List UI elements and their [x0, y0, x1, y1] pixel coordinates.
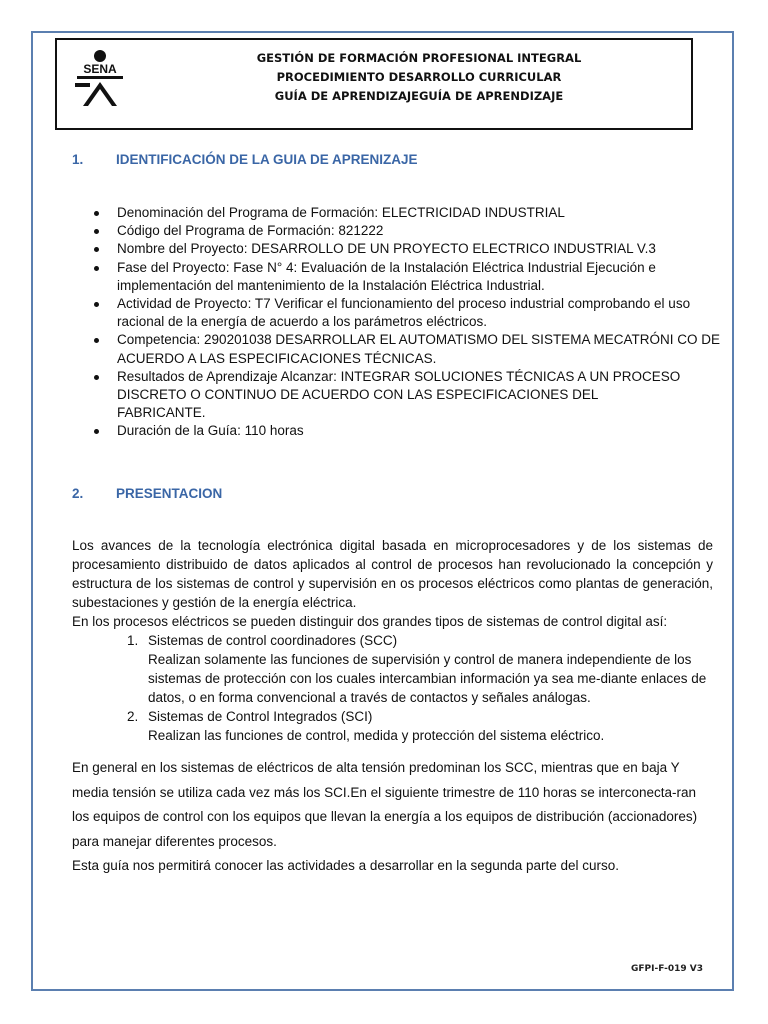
document-header: [55, 38, 693, 130]
list-item-body: Realizan las funciones de control, medida y protección del sistema eléctrico.: [148, 728, 605, 743]
list-item-title: Sistemas de control coordinadores (SCC): [148, 633, 398, 648]
identification-list: [94, 204, 720, 441]
presentation-body: [72, 536, 713, 745]
list-item: Fase del Proyecto: Fase N° 4: Evaluación de la Instalación Eléctrica Industrial Ejecución e implementación del mantenimiento de la Instalación Eléctrica Industrial.: [94, 259, 677, 295]
header-titles: [147, 49, 691, 106]
section-1-title: IDENTIFICACIÓN DE LA GUIA DE APRENIZAJE: [116, 152, 418, 167]
list-item-body: Realizan solamente las funciones de supervisión y control de manera independiente de los sistemas de protección con los cuales intercambian información ya sea me-diante enlaces de datos, o en forma convencional a través de contactos y señales análogas.: [148, 652, 707, 705]
section-2-heading: [72, 486, 222, 501]
list-item: Código del Programa de Formación: 821222: [94, 222, 704, 240]
section-2-title: PRESENTACION: [116, 486, 223, 501]
presentation-paragraph-2: En los procesos eléctricos se pueden distinguir dos grandes tipos de sistemas de control digital así:: [72, 614, 668, 629]
presentation-paragraph-3: En general en los sistemas de eléctricos de alta tensión predominan los SCC, mientras que en baja Y media tensión se utiliza cada vez más los SCI.En el siguiente trimestre de 110 horas se interconecta-ran los equipos de control con los equipos que llevan la energía a los equipos de distribución (accionadores) para manejar diferentes procesos.: [72, 760, 698, 849]
list-item: Denominación del Programa de Formación: ELECTRICIDAD INDUSTRIAL: [94, 204, 704, 222]
section-1-heading: [72, 152, 418, 167]
section-1-number: 1.: [72, 152, 84, 167]
form-code: GFPI-F-019 V3: [631, 964, 703, 974]
list-item: Duración de la Guía: 110 horas: [94, 422, 704, 440]
svg-text:SENA: SENA: [83, 62, 117, 76]
list-number: 2.: [127, 709, 139, 724]
list-item: [127, 707, 713, 745]
list-item-title: Sistemas de Control Integrados (SCI): [148, 709, 373, 724]
header-line-3: GUÍA DE APRENDIZAJEGUÍA DE APRENDIZAJE: [274, 89, 564, 103]
list-item: Resultados de Aprendizaje Alcanzar: INTEGRAR SOLUCIONES TÉCNICAS A UN PROCESO DISCRETO O CONTINUO DE ACUERDO CON LAS ESPECIFICACIONES DEL FABRICANTE.: [94, 368, 687, 423]
header-line-1: GESTIÓN DE FORMACIÓN PROFESIONAL INTEGRAL: [256, 51, 582, 65]
list-number: 1.: [127, 633, 139, 648]
presentation-paragraph-1: Los avances de la tecnología electrónica digital basada en microprocesadores y de los sistemas de procesamiento distribuido de datos aplicados al control de procesos han revolucionado la concepción y estructura de los sistemas de control y supervisión en os procesos eléctricos como plantas de generación, subestaciones y gestión de la energía eléctrica.: [72, 538, 713, 610]
sena-logo: [71, 49, 129, 109]
list-item: [127, 631, 713, 707]
list-item: Competencia: 290201038 DESARROLLAR EL AUTOMATISMO DEL SISTEMA MECATRÓNI CO DE ACUERDO A LAS ESPECIFICACIONES TÉCNICAS.: [94, 331, 722, 367]
header-line-2: PROCEDIMIENTO DESARROLLO CURRICULAR: [276, 70, 562, 84]
control-systems-list: [72, 631, 713, 745]
list-item: Actividad de Proyecto: T7 Verificar el funcionamiento del proceso industrial comprobando el uso racional de la energía de acuerdo a los parámetros eléctricos.: [94, 295, 697, 331]
section-2-number: 2.: [72, 486, 84, 501]
presentation-paragraph-4: Esta guía nos permitirá conocer las actividades a desarrollar en la segunda parte del curso.: [72, 858, 620, 873]
closing-text: [72, 756, 717, 879]
list-item: Nombre del Proyecto: DESARROLLO DE UN PROYECTO ELECTRICO INDUSTRIAL V.3: [94, 240, 704, 258]
